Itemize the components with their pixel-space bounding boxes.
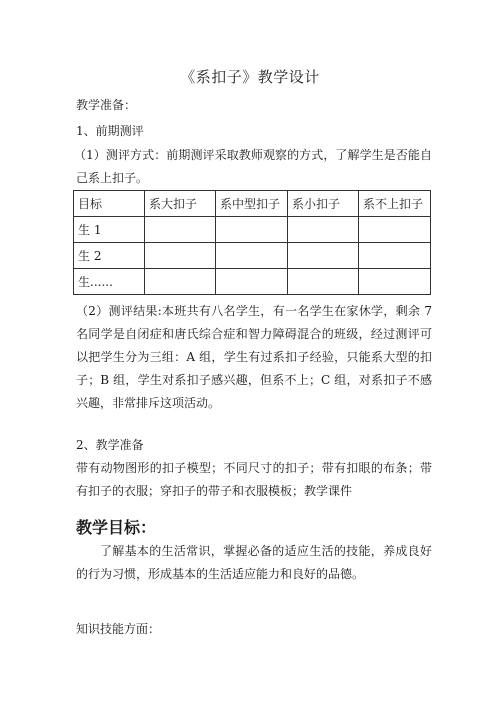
materials-paragraph: 带有动物图形的扣子模型；不同尺寸的扣子；带有扣眼的布条；带有扣子的衣服；穿扣子的带子和衣服模板；教学课件	[76, 461, 432, 498]
table-cell	[359, 217, 431, 243]
table-header-cell: 系不上扣子	[359, 191, 431, 217]
table-cell	[145, 217, 216, 243]
table-cell	[216, 217, 288, 243]
table-cell	[288, 269, 359, 295]
table-cell	[145, 269, 216, 295]
knowledge-label: 知识技能方面：	[76, 622, 161, 636]
table-cell	[216, 269, 288, 295]
table-cell	[288, 243, 359, 269]
table-header-cell: 系小扣子	[288, 191, 359, 217]
objectives-paragraph: 了解基本的生活常识，掌握必备的适应生活的技能，养成良好的行为习惯，形成基本的生活适应能力和良好的品德。	[76, 544, 432, 581]
document-title: 《系扣子》教学设计	[180, 68, 320, 86]
objectives-heading: 教学目标：	[76, 518, 157, 537]
table-cell	[359, 243, 431, 269]
section1-heading: 1、前期测评	[76, 124, 144, 138]
table-cell: 生 1	[74, 217, 145, 243]
method-paragraph: （1）测评方式：前期测评采取教师观察的方式，了解学生是否能自己系上扣子。	[74, 148, 432, 185]
table-header-row	[74, 191, 431, 217]
prep-label: 教学准备：	[76, 98, 137, 112]
evaluation-table	[73, 190, 431, 295]
table-cell	[359, 269, 431, 295]
table-cell	[288, 217, 359, 243]
table-cell: 生 2	[74, 243, 145, 269]
table-row	[74, 269, 431, 295]
section2-heading: 2、教学准备	[76, 438, 144, 452]
result-paragraph: （2）测评结果:本班共有八名学生，有一名学生在家休学，剩余 7 名同学是自闭症和唐氏综合症和智力障碍混合的班级，经过测评可以把学生分为三组：A 组，学生有过系扣子经验，只能系大型的扣子；B 组，学生对系扣子感兴趣，但系不上；C 组，对系扣子不感兴趣，非常排斥这项活动。	[76, 304, 432, 410]
table-cell	[145, 243, 216, 269]
table-header-cell: 系中型扣子	[216, 191, 288, 217]
table-header-cell: 目标	[74, 191, 145, 217]
table-row	[74, 217, 431, 243]
table-cell: 生......	[74, 269, 145, 295]
table-header-cell: 系大扣子	[145, 191, 216, 217]
table-row	[74, 243, 431, 269]
table-cell	[216, 243, 288, 269]
